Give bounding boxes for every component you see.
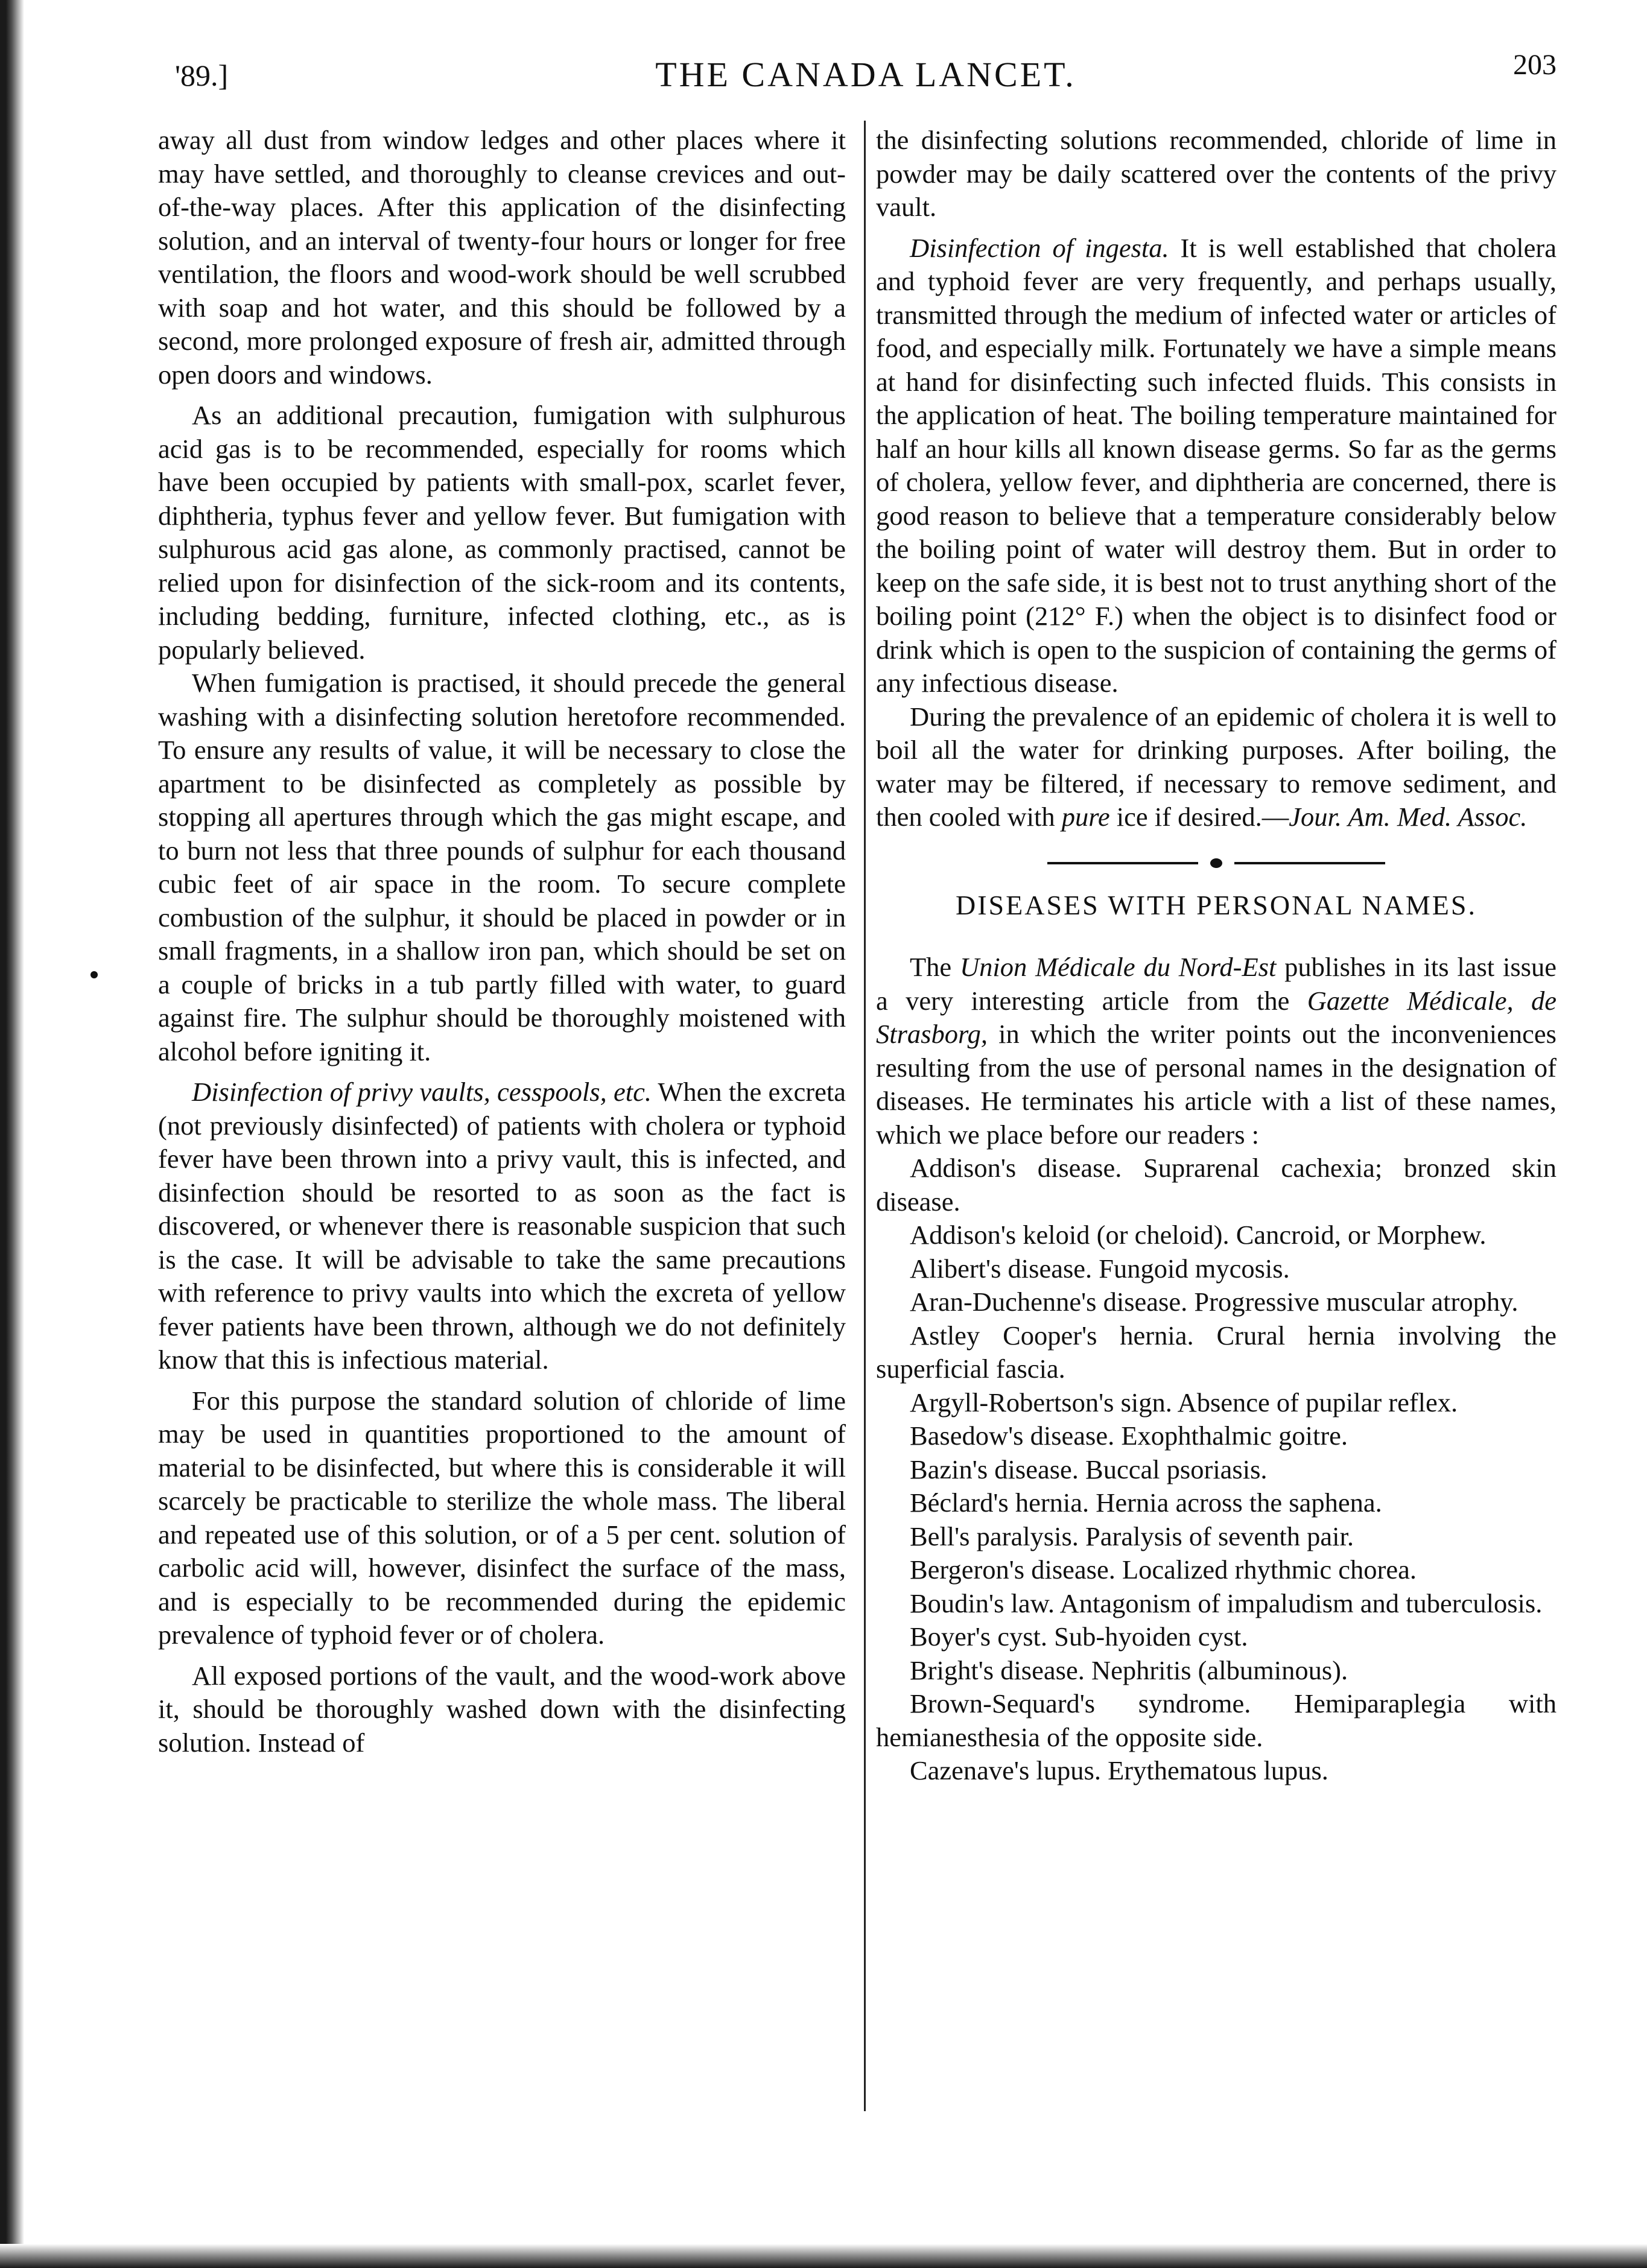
left-column: [158, 124, 846, 1760]
list-item: Boudin's law. Antagonism of impaludism and tuberculosis.: [910, 1588, 1543, 1618]
journal-name: Union Médicale du Nord-Est: [960, 952, 1277, 982]
page-number: 203: [1513, 49, 1557, 81]
list-item: Basedow's disease. Exophthalmic goitre.: [910, 1421, 1348, 1451]
list-item: Addison's keloid (or cheloid). Cancroid, or Morphew.: [910, 1220, 1487, 1250]
journal-name: Gazette Médicale, de Strasborg,: [876, 985, 1557, 1049]
source-citation: Jour. Am. Med. Assoc.: [1289, 802, 1528, 832]
paragraph: For this purpose the standard solution of chloride of lime may be used in quantities proportioned to the amount of material to be disinfected, but where this is considerable it will scarcely be practicable to sterilize the whole mass. The liberal and repeated use of this solution, or of a 5 per cent. solution of carbolic acid will, however, disinfect the surface of the mass, and is especially to be recommended during the epidemic prevalence of typhoid fever or of cholera.: [158, 1385, 846, 1650]
running-header: [175, 48, 1557, 103]
list-item: Bergeron's disease. Localized rhythmic chorea.: [910, 1554, 1417, 1585]
list-item: Addison's disease. Suprarenal cachexia; bronzed skin disease.: [876, 1153, 1557, 1217]
list-item: Bright's disease. Nephritis (albuminous).: [910, 1655, 1348, 1685]
paragraph: Disinfection of ingesta. It is well established that cholera and typhoid fever are very frequently, and perhaps usually, transmitted through the medium of infected water or articles of food, and especially milk. Fortunately we have a simple means at hand for disinfecting such infected fluids. This consists in the application of heat. The boiling temperature maintained for half an hour kills all known disease germs. So far as the germs of cholera, yellow fever, and diphtheria are concerned, there is good reason to believe that a temperature considerably below the boiling point of water will destroy them. But in order to keep on the safe side, it is best not to trust anything short of the boiling point (212° F.) when the object is to disinfect food or drink which is open to the suspicion of containing the germs of any infectious disease.: [876, 232, 1557, 698]
intro-paragraph: The Union Médicale du Nord-Est publishes in its last issue a very interesting article from the Gazette Médicale, de Strasborg, in which the writer points out the inconveniences resulting from the use of personal names in the designation of diseases. He terminates his article with a list of these names, which we place before our readers :: [876, 952, 1557, 1150]
paragraph: Disinfection of privy vaults, cesspools, etc. When the excreta (not previously disinfected) of patients with cholera or typhoid fever have been thrown into a privy vault, this is infected, and disinfection should be resorted to as soon as the fact is discovered, or whenever there is reasonable suspicion that such is the case. It will be advisable to take the same precautions with reference to privy vaults into which the excreta of yellow fever patients have been thrown, although we do not definitely know that this is infectious material.: [158, 1077, 846, 1375]
paragraph-subtitle: Disinfection of privy vaults, cesspools, etc.: [192, 1077, 652, 1107]
paragraph: All exposed portions of the vault, and the wood-work above it, should be thoroughly washed down with the disinfecting solution. Instead of: [158, 1660, 846, 1758]
list-item: Bell's paralysis. Paralysis of seventh pair.: [910, 1521, 1354, 1551]
list-item: Bazin's disease. Buccal psoriasis.: [910, 1454, 1268, 1484]
paragraph: the disinfecting solutions recommended, chloride of lime in powder may be daily scattered over the contents of the privy vault.: [876, 125, 1557, 222]
page-binding-edge: [0, 0, 24, 2268]
list-item: Boyer's cyst. Sub-hyoiden cyst.: [910, 1621, 1248, 1652]
header-year: '89.]: [175, 59, 229, 92]
paragraph: As an additional precaution, fumigation with sulphurous acid gas is to be recommended, especially for rooms which have been occupied by patients with small-pox, scarlet fever, diphtheria, typhus fever and yellow fever. But fumigation with sulphurous acid gas alone, as commonly practised, cannot be relied upon for disinfection of the sick-room and its contents, including bedding, furniture, infected clothing, etc., as is popularly believed.: [158, 400, 846, 665]
list-item: Argyll-Robertson's sign. Absence of pupilar reflex.: [910, 1387, 1458, 1418]
eponym-list: [876, 1151, 1557, 1788]
column-divider: [864, 121, 866, 2111]
page-bottom-edge: [0, 2244, 1647, 2268]
list-item: Brown-Sequard's syndrome. Hemiparaplegia with hemianesthesia of the opposite side.: [876, 1688, 1557, 1752]
list-item: Béclard's hernia. Hernia across the saphena.: [910, 1487, 1382, 1518]
list-item: Astley Cooper's hernia. Crural hernia involving the superficial fascia.: [876, 1320, 1557, 1384]
list-item: Alibert's disease. Fungoid mycosis.: [910, 1253, 1290, 1284]
paragraph: During the prevalence of an epidemic of cholera it is well to boil all the water for drinking purposes. After boiling, the water may be filtered, if necessary to remove sediment, and then cooled with pure ice if desired.—Jour. Am. Med. Assoc.: [876, 701, 1557, 832]
paragraph: When fumigation is practised, it should precede the general washing with a disinfecting solution heretofore recommended. To ensure any results of value, it will be necessary to close the apartment to be disinfected as completely as possible by stopping all apertures through which the gas might escape, and to burn not less that three pounds of sulphur for each thousand cubic feet of air space in the room. To secure complete combustion of the sulphur, it should be placed in powder or in small fragments, in a shallow iron pan, which should be set on a couple of bricks in a tub partly filled with water, to guard against fire. The sulphur should be thoroughly moistened with alcohol before igniting it.: [158, 668, 846, 1066]
paragraph: away all dust from window ledges and other places where it may have settled, and thoroughly to cleanse crevices and out-of-the-way places. After this application of the disinfecting solution, and an interval of twenty-four hours or longer for free ventilation, the floors and wood-work should be well scrubbed with soap and hot water, and this should be followed by a second, more prolonged exposure of fresh air, admitted through open doors and windows.: [158, 125, 846, 390]
journal-title: THE CANADA LANCET.: [655, 55, 1076, 94]
list-item: Aran-Duchenne's disease. Progressive muscular atrophy.: [910, 1287, 1518, 1317]
section-divider-ornament: [1047, 856, 1385, 870]
section-heading: DISEASES WITH PERSONAL NAMES.: [956, 889, 1477, 920]
margin-mark: [90, 971, 98, 978]
right-column: [876, 124, 1557, 1788]
list-item: Cazenave's lupus. Erythematous lupus.: [910, 1755, 1328, 1785]
paragraph-subtitle: Disinfection of ingesta.: [910, 232, 1169, 263]
